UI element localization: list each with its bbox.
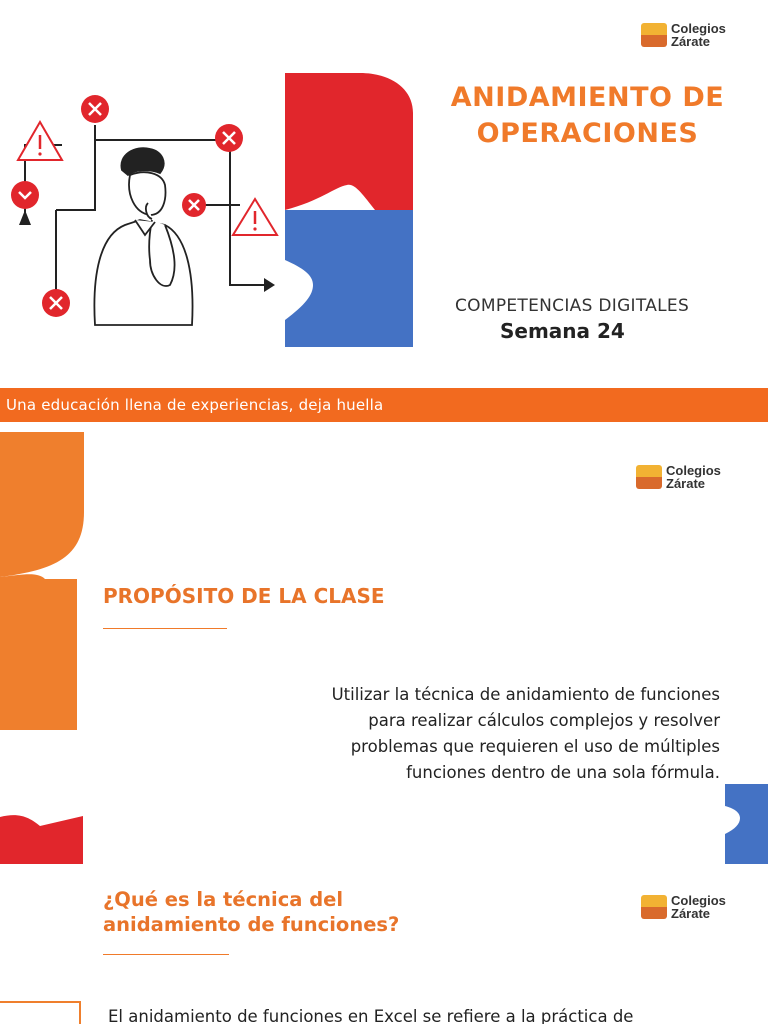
heading-line-1: ¿Qué es la técnica del — [103, 888, 344, 911]
slide-cover — [0, 0, 768, 422]
slogan-text: Una educación llena de experiencias, deja huella — [6, 396, 384, 414]
heading-underline — [103, 628, 227, 629]
arrow-up-icon — [19, 210, 31, 225]
heading-line-2: anidamiento de funciones? — [103, 913, 400, 936]
thinking-man-illustration — [0, 85, 285, 330]
arrow-right-icon — [264, 278, 275, 292]
definition-paragraph: El anidamiento de funciones en Excel se refiere a la práctica de — [108, 1007, 634, 1024]
purpose-line: problemas que requieren el uso de múltiples — [350, 737, 720, 756]
slide-separator — [0, 422, 768, 432]
subject-label: COMPETENCIAS DIGITALES — [455, 296, 690, 316]
logo-text-line2: Zárate — [666, 476, 706, 491]
colegios-zarate-logo — [636, 464, 721, 490]
logo-text-line1: Colegios — [671, 21, 726, 36]
warning-icon — [18, 122, 62, 160]
section-heading: PROPÓSITO DE LA CLASE — [103, 584, 385, 608]
slogan-banner — [0, 388, 768, 422]
decorative-red-block — [285, 73, 413, 210]
heading-underline — [103, 954, 229, 955]
logo-text-line1: Colegios — [671, 893, 726, 908]
decorative-blue-corner — [725, 784, 768, 864]
logo-text-line2: Zárate — [671, 906, 711, 921]
decorative-blue-block — [285, 210, 413, 347]
close-icon — [215, 124, 243, 152]
colegios-zarate-logo — [641, 894, 726, 920]
title-line-2: OPERACIONES — [476, 118, 699, 149]
purpose-text — [240, 682, 720, 786]
slide-definition — [0, 864, 768, 1024]
thinking-man-figure — [94, 148, 192, 325]
page-title — [425, 80, 750, 152]
decorative-red-corner — [0, 812, 84, 864]
decorative-orange-outline — [0, 1001, 81, 1024]
title-line-1: ANIDAMIENTO DE — [450, 82, 725, 113]
colegios-zarate-logo — [641, 22, 726, 48]
logo-mark-icon — [641, 895, 667, 919]
purpose-line: funciones dentro de una sola fórmula. — [406, 763, 720, 782]
close-icon — [81, 95, 109, 123]
slide-purpose — [0, 432, 768, 864]
purpose-line: para realizar cálculos complejos y resolver — [368, 711, 720, 730]
logo-mark-icon — [636, 465, 662, 489]
logo-mark-icon — [641, 23, 667, 47]
logo-text-line1: Colegios — [666, 463, 721, 478]
section-heading — [103, 887, 399, 937]
logo-text-line2: Zárate — [671, 34, 711, 49]
week-label: Semana 24 — [500, 319, 625, 343]
decorative-orange-block — [0, 432, 84, 732]
purpose-line: Utilizar la técnica de anidamiento de funciones — [331, 685, 720, 704]
close-icon — [42, 289, 70, 317]
chevron-down-icon — [11, 181, 39, 209]
close-icon — [182, 193, 206, 217]
